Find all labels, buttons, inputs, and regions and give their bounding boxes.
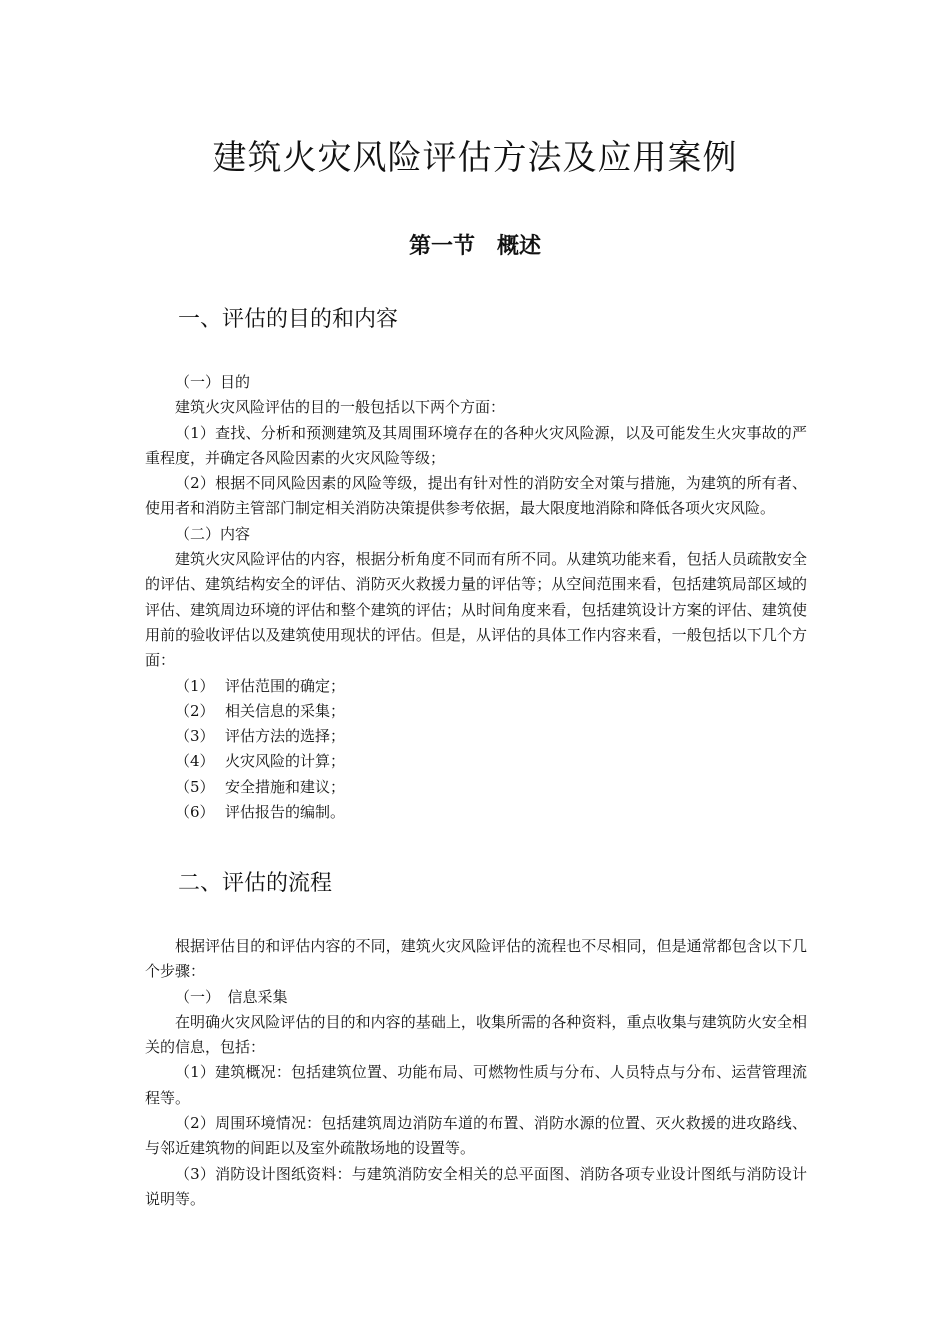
list-item-text: 相关信息的采集； xyxy=(225,701,346,720)
list-item-number: （2） xyxy=(175,701,215,720)
info-paragraph-2: （2）周围环境情况：包括建筑周边消防车道的布置、消防水源的位置、灭火救援的进攻路线、与邻近建筑物的间距以及室外疏散场地的设置等。 xyxy=(145,1114,807,1158)
list-item-number: （3） xyxy=(175,727,215,746)
part1-body xyxy=(145,370,807,825)
list-item-number: （5） xyxy=(175,777,215,796)
purpose-intro: 建筑火灾风险评估的目的一般包括以下两个方面： xyxy=(175,398,506,417)
list-item-number: （6） xyxy=(175,803,215,822)
list-item-number: （1） xyxy=(175,676,215,695)
list-item xyxy=(145,775,807,800)
list-item-number: （4） xyxy=(175,752,215,771)
purpose-paragraph-1: （1）查找、分析和预测建筑及其周围环境存在的各种火灾风险源，以及可能发生火灾事故的严重程度，并确定各风险因素的火灾风险等级； xyxy=(145,423,807,467)
info-paragraph-1: （1）建筑概况：包括建筑位置、功能布局、可燃物性质与分布、人员特点与分布、运营管理流程等。 xyxy=(145,1063,807,1107)
list-item-text: 火灾风险的计算； xyxy=(225,752,346,771)
step-info-collection-label: （一） 信息采集 xyxy=(175,987,288,1006)
list-item xyxy=(145,749,807,774)
list-item-text: 安全措施和建议； xyxy=(225,777,346,796)
content-paragraph: 建筑火灾风险评估的内容，根据分析角度不同而有所不同。从建筑功能来看，包括人员疏散安全的评估、建筑结构安全的评估、消防灭火救援力量的评估等；从空间范围来看，包括建筑局部区域的评估、建筑周边环境的评估和整个建筑的评估；从时间角度来看，包括建筑设计方案的评估、建筑使用前的验收评估以及建筑使用现状的评估。但是，从评估的具体工作内容来看，一般包括以下几个方面： xyxy=(145,550,807,670)
part2-body xyxy=(145,934,807,1212)
list-item-text: 评估范围的确定； xyxy=(225,676,346,695)
list-item xyxy=(145,674,807,699)
list-item xyxy=(145,724,807,749)
purpose-paragraph-2: （2）根据不同风险因素的风险等级，提出有针对性的消防安全对策与措施，为建筑的所有者、使用者和消防主管部门制定相关消防决策提供参考依据，最大限度地消除和降低各项火灾风险。 xyxy=(145,474,807,518)
section-title: 第一节 概述 xyxy=(408,234,541,259)
list-item xyxy=(145,800,807,825)
process-intro: 根据评估目的和评估内容的不同，建筑火灾风险评估的流程也不尽相同，但是通常都包含以下几个步骤： xyxy=(145,937,807,981)
heading-purpose-and-content: 一、评估的目的和内容 xyxy=(178,307,399,332)
step-info-collection-paragraph: 在明确火灾风险评估的目的和内容的基础上，收集所需的各种资料，重点收集与建筑防火安全相关的信息，包括： xyxy=(145,1012,807,1057)
list-item xyxy=(145,699,807,724)
content-label: （二）内容 xyxy=(175,524,251,543)
purpose-label: （一）目的 xyxy=(175,373,251,391)
list-item-text: 评估报告的编制。 xyxy=(225,803,346,822)
heading-process: 二、评估的流程 xyxy=(178,871,333,896)
document-title: 建筑火灾风险评估方法及应用案例 xyxy=(212,138,738,178)
info-paragraph-3: （3）消防设计图纸资料：与建筑消防安全相关的总平面图、消防各项专业设计图纸与消防设计说明等。 xyxy=(145,1164,807,1208)
list-item-text: 评估方法的选择； xyxy=(225,727,346,746)
